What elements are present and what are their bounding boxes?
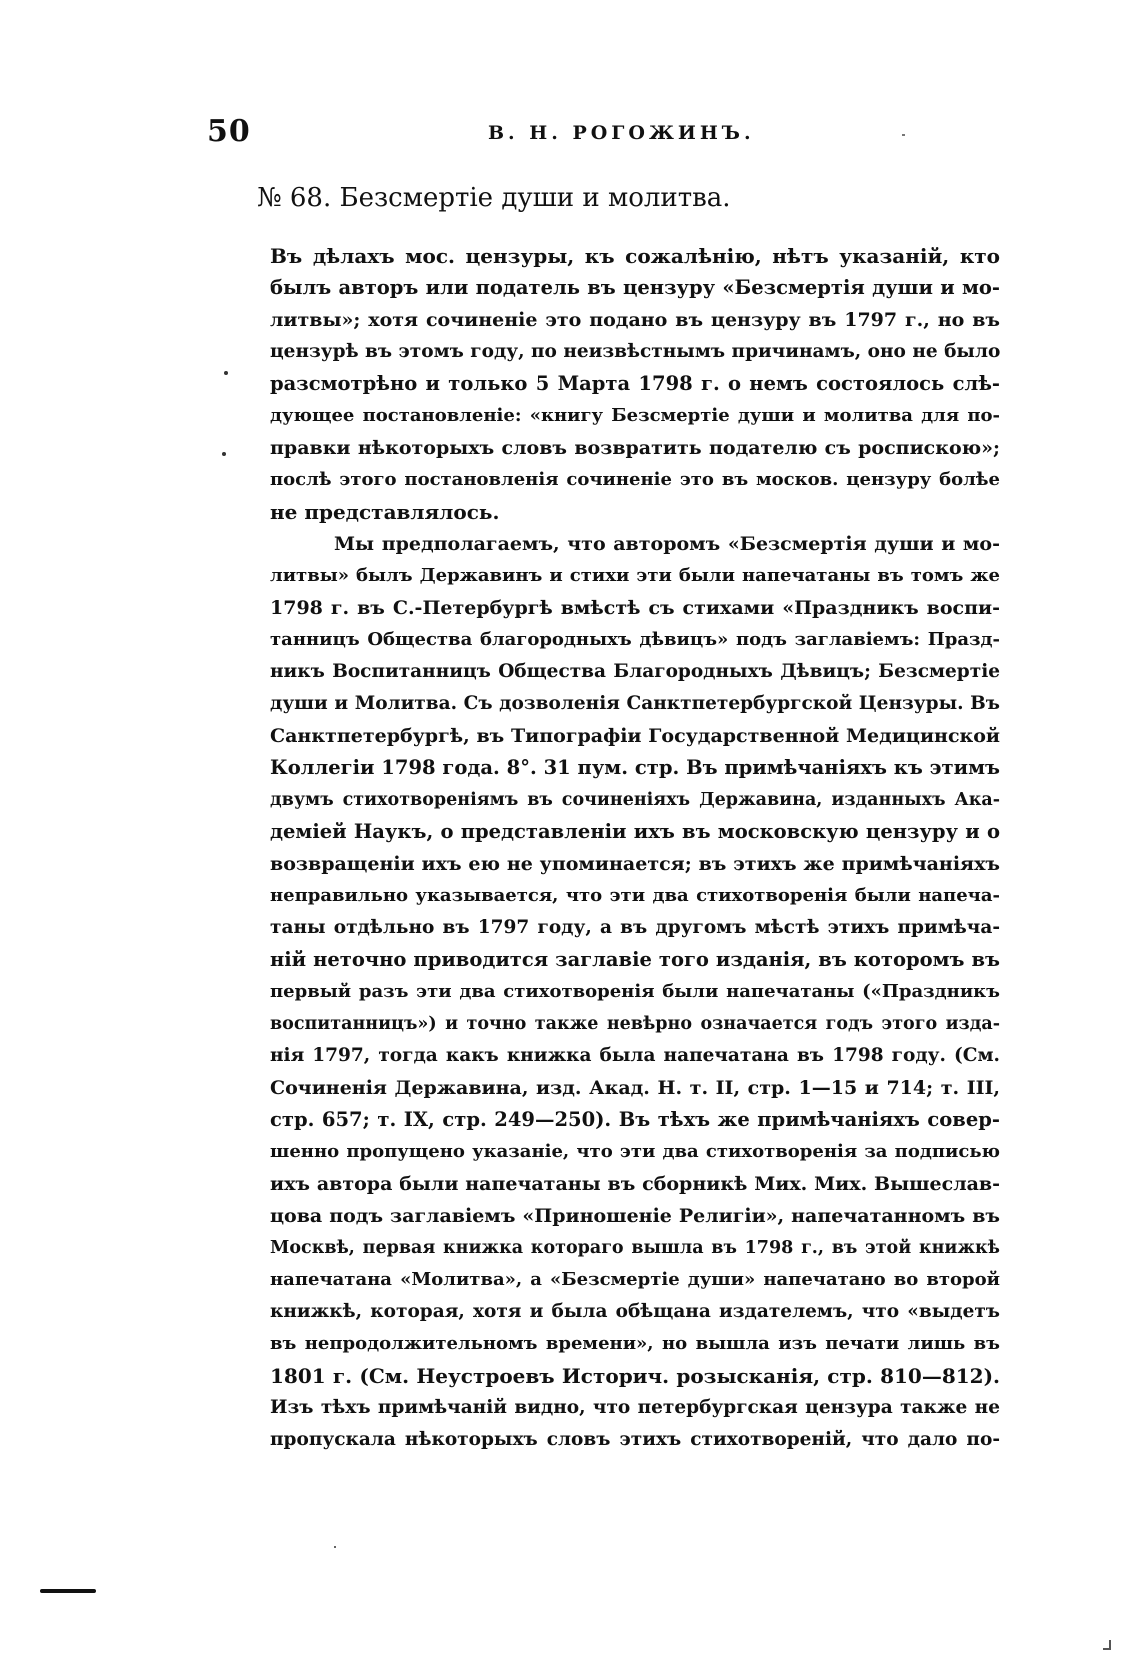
text-line: возвращеніи ихъ ею не упоминается; въ этихъ же примѣчаніяхъ bbox=[270, 853, 1000, 875]
text-line: неправильно указывается, что эти два стихотворенія были напеча- bbox=[270, 885, 1000, 906]
running-head: В. Н. РОГОЖИНЪ. bbox=[488, 122, 755, 144]
text-line: 1798 г. въ С.-Петербургѣ вмѣстѣ съ стихами «Праздникъ воспи- bbox=[270, 597, 1000, 619]
text-line: стр. 657; т. IX, стр. 249—250). Въ тѣхъ же примѣчаніяхъ совер- bbox=[270, 1108, 1000, 1131]
text-line: литвы» былъ Державинъ и стихи эти были напечатаны въ томъ же bbox=[270, 565, 1000, 586]
text-line: деміей Наукъ, о представленіи ихъ въ московскую цензуру и о bbox=[270, 820, 1000, 843]
speck-mark bbox=[902, 134, 905, 136]
text-line: въ непродолжительномъ времени», но вышла изъ печати лишь въ bbox=[270, 1333, 1000, 1354]
text-line: Изъ тѣхъ примѣчаній видно, что петербургская цензура также не bbox=[270, 1397, 1000, 1418]
text-line: Санктпетербургѣ, въ Типографіи Государственной Медицинской bbox=[270, 725, 1000, 747]
text-line: танницъ Общества благородныхъ дѣвицъ» подъ заглавіемъ: Празд- bbox=[270, 629, 1000, 650]
section-title: № 68. Безсмертіе души и молитва. bbox=[257, 183, 731, 213]
margin-dot bbox=[222, 452, 226, 456]
text-line: шенно пропущено указаніе, что эти два стихотворенія за подписью bbox=[270, 1141, 1000, 1162]
text-line: 1801 г. (См. Неустроевъ Историч. розысканія, стр. 810—812). bbox=[270, 1364, 1000, 1388]
text-line: напечатана «Молитва», а «Безсмертіе души» напечатано во второй bbox=[270, 1269, 1000, 1290]
text-line: первый разъ эти два стихотворенія были напечатаны («Праздникъ bbox=[270, 981, 1000, 1002]
text-line: воспитанницъ») и точно также невѣрно означается годъ этого изда- bbox=[270, 1014, 1000, 1034]
text-line: таны отдѣльно въ 1797 году, а въ другомъ мѣстѣ этихъ примѣча- bbox=[270, 917, 1000, 938]
margin-dot bbox=[334, 1546, 336, 1548]
text-line: ній неточно приводится заглавіе того изданія, въ которомъ въ bbox=[270, 948, 1000, 971]
text-line: нія 1797, тогда какъ книжка была напечатана въ 1798 году. (См. bbox=[270, 1045, 1000, 1066]
text-line: Коллегіи 1798 года. 8°. 31 пум. стр. Въ примѣчаніяхъ къ этимъ bbox=[270, 756, 1000, 779]
text-line: Мы предполагаемъ, что авторомъ «Безсмертія души и мо- bbox=[334, 533, 1000, 555]
text-line: не представлялось. bbox=[270, 500, 500, 524]
text-line: былъ авторъ или податель въ цензуру «Безсмертія души и мо- bbox=[270, 276, 1000, 299]
text-line: Москвѣ, первая книжка котораго вышла въ 1798 г., въ этой книжкѣ bbox=[270, 1238, 1000, 1258]
text-line: правки нѣкоторыхъ словъ возвратить подателю съ роспискою»; bbox=[270, 437, 1000, 459]
text-line: книжкѣ, которая, хотя и была обѣщана издателемъ, что «выдетъ bbox=[270, 1301, 1000, 1322]
body-text bbox=[270, 240, 1000, 1456]
margin-dot bbox=[224, 371, 228, 375]
text-line: цензурѣ въ этомъ году, по неизвѣстнымъ причинамъ, оно не было bbox=[270, 341, 1000, 362]
text-line: литвы»; хотя сочиненіе это подано въ цензуру въ 1797 г., но въ bbox=[270, 309, 1000, 331]
text-line: пропускала нѣкоторыхъ словъ этихъ стихотвореній, что дало по- bbox=[270, 1429, 1000, 1450]
text-line: души и Молитва. Съ дозволенія Санктпетербургской Цензуры. Въ bbox=[270, 693, 1000, 714]
margin-dash-mark bbox=[40, 1589, 96, 1593]
text-line: никъ Воспитанницъ Общества Благородныхъ Дѣвицъ; Безсмертіе bbox=[270, 661, 1000, 682]
text-line: цова подъ заглавіемъ «Приношеніе Религіи», напечатанномъ въ bbox=[270, 1205, 1000, 1227]
text-line: Сочиненія Державина, изд. Акад. Н. т. II, стр. 1—15 и 714; т. III, bbox=[270, 1077, 1000, 1099]
page-number: 50 bbox=[207, 114, 251, 149]
text-line: разсмотрѣно и только 5 Марта 1798 г. о немъ состоялось слѣ- bbox=[270, 372, 1000, 395]
text-line: Въ дѣлахъ мос. цензуры, къ сожалѣнію, нѣтъ указаній, кто bbox=[270, 244, 1000, 268]
text-line: ихъ автора были напечатаны въ сборникѣ Мих. Мих. Вышеслав- bbox=[270, 1173, 1000, 1195]
text-line: послѣ этого постановленія сочиненіе это въ москов. цензуру болѣе bbox=[270, 469, 1000, 490]
text-line: двумъ стихотвореніямъ въ сочиненіяхъ Державина, изданныхъ Ака- bbox=[270, 790, 1000, 810]
corner-crop-mark bbox=[1109, 1640, 1111, 1649]
text-line: дующее постановленіе: «книгу Безсмертіе души и молитва для по- bbox=[270, 405, 1000, 426]
